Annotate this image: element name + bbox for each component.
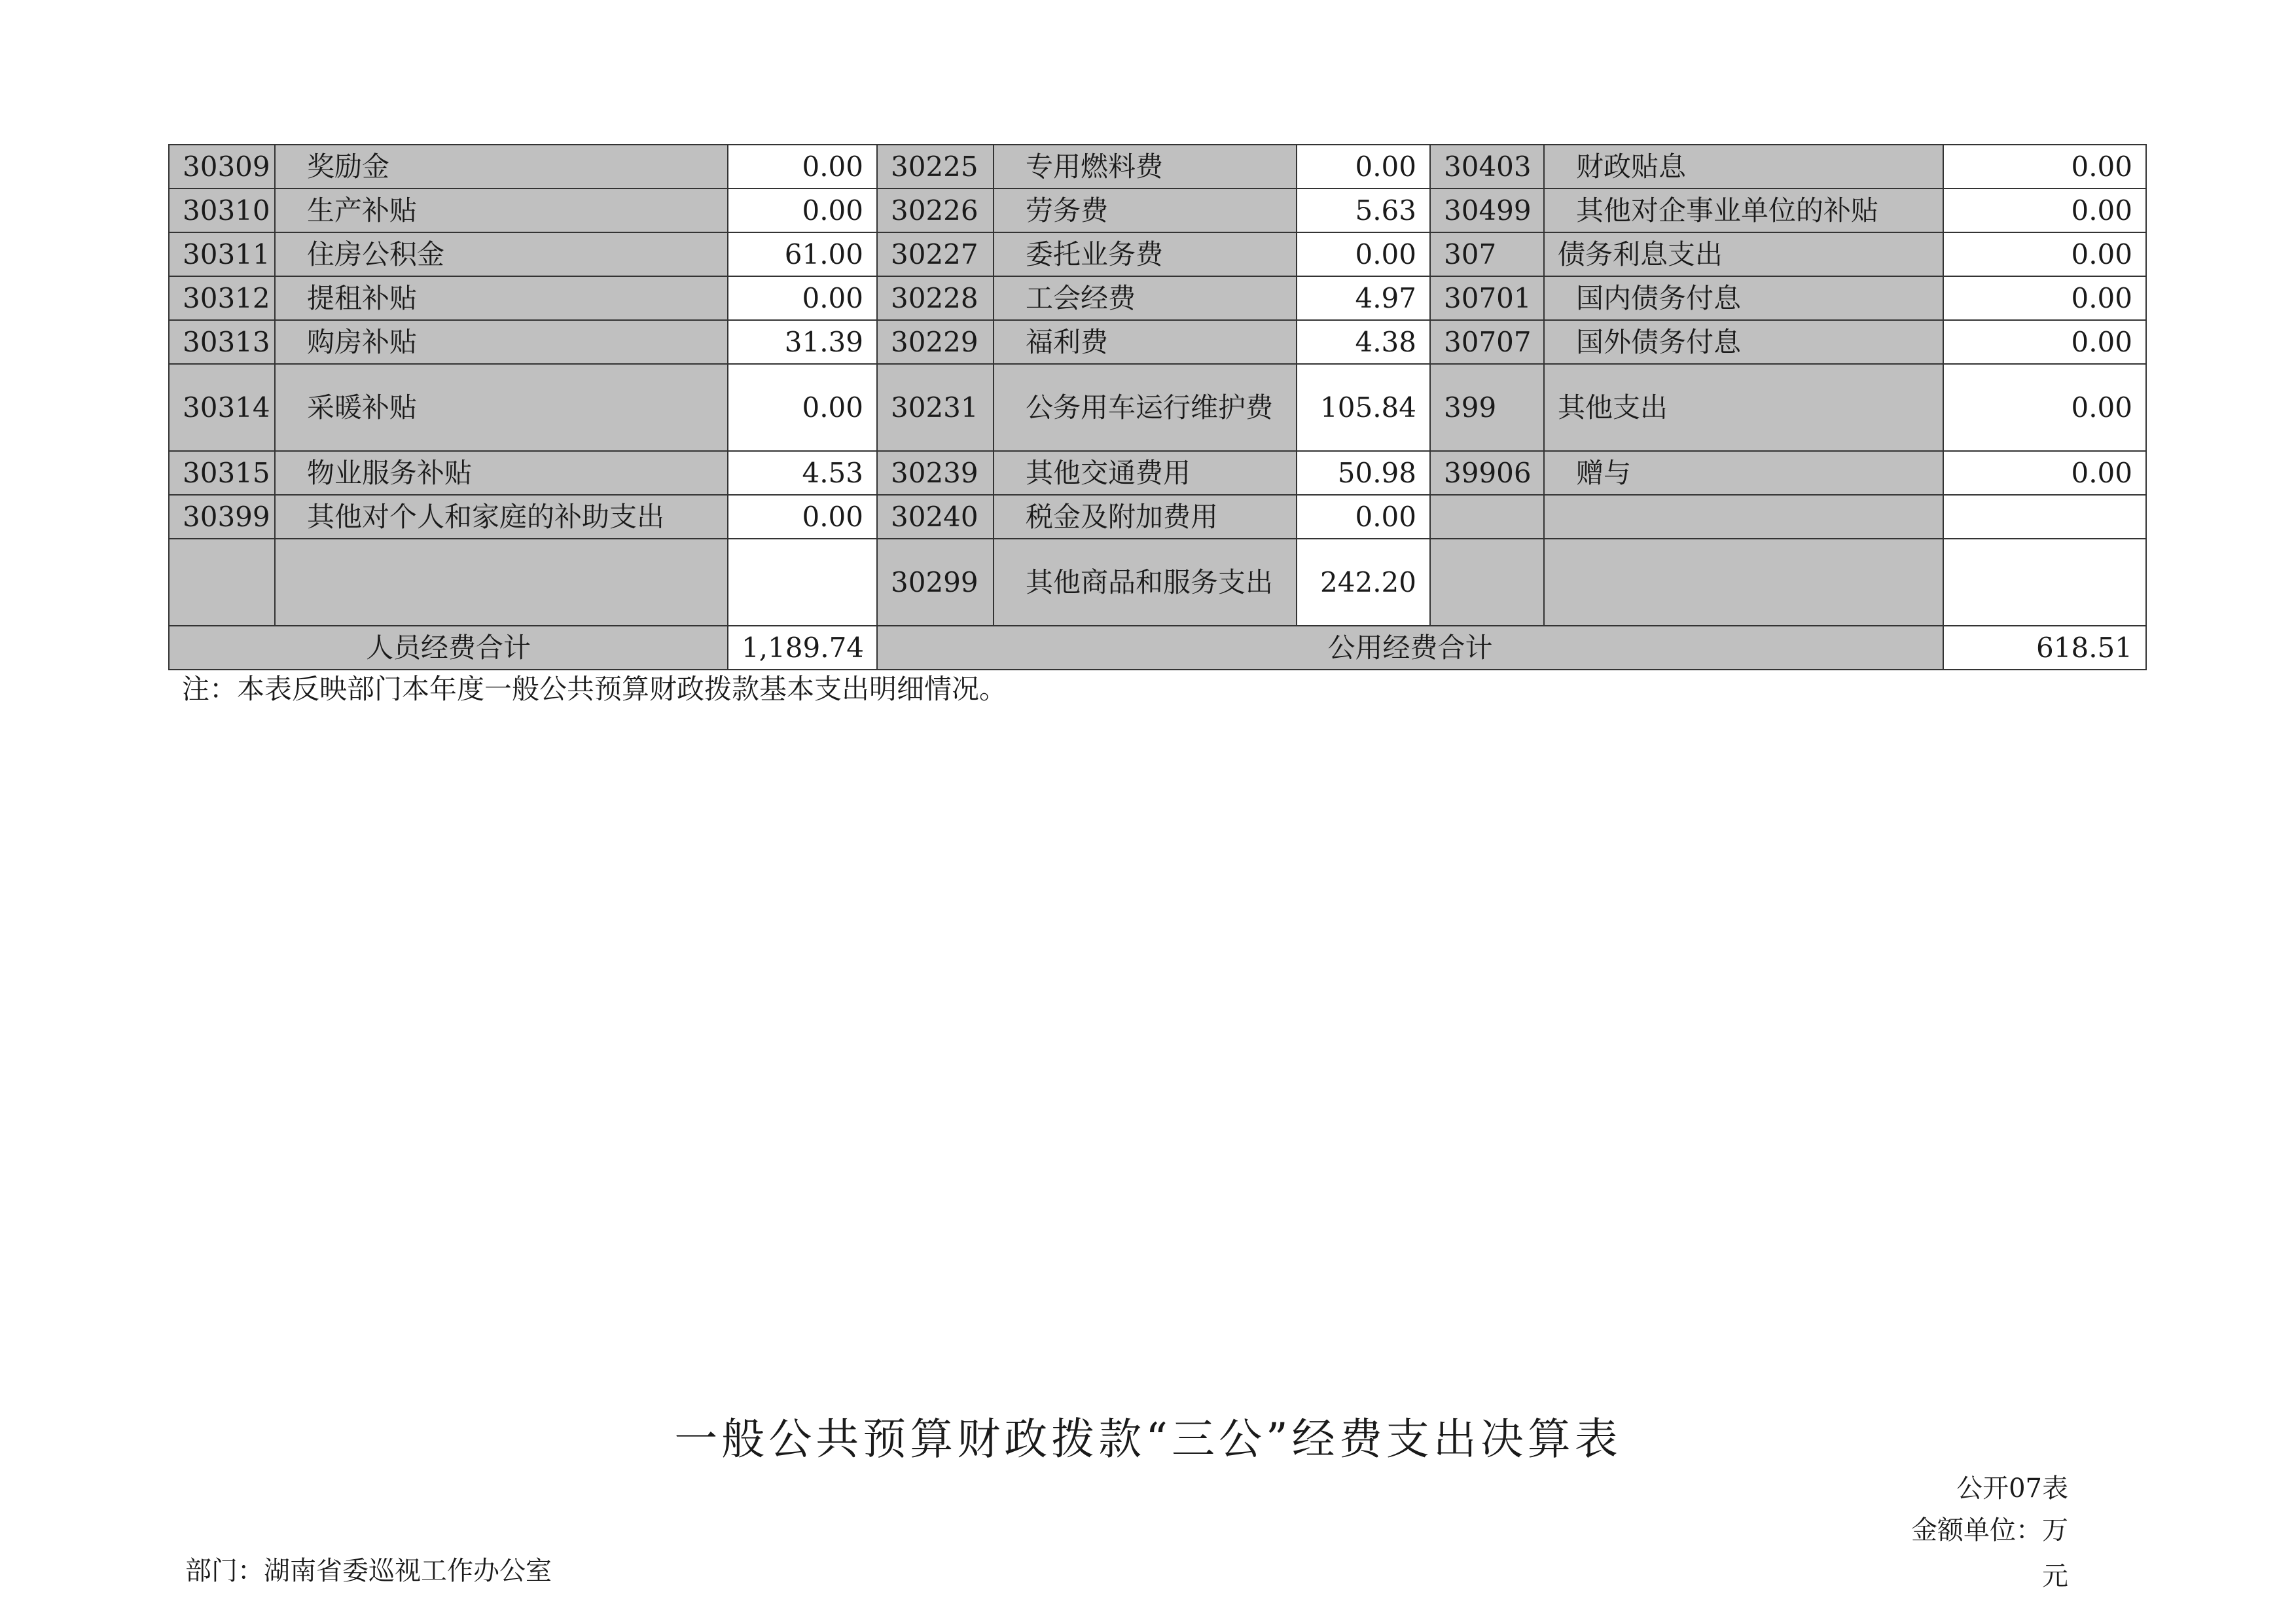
code-cell: 30310: [169, 189, 275, 232]
item-name-cell: 其他支出: [1544, 364, 1943, 451]
amount-cell: 0.00: [728, 364, 877, 451]
item-name-cell: 赠与: [1544, 451, 1943, 495]
code-cell: [1430, 539, 1544, 626]
item-name-cell: 住房公积金: [275, 232, 728, 276]
code-cell: 39906: [1430, 451, 1544, 495]
table-row: [169, 320, 2146, 364]
amount-cell: 61.00: [728, 232, 877, 276]
amount-cell: 0.00: [1943, 320, 2146, 364]
code-cell: 30315: [169, 451, 275, 495]
table-row: [169, 145, 2146, 189]
item-name-cell: 国内债务付息: [1544, 276, 1943, 320]
table-row: [169, 364, 2146, 451]
amount-cell: 0.00: [728, 189, 877, 232]
amount-unit: 金额单位：万元: [1911, 1515, 2068, 1591]
item-name-cell: 采暖补贴: [275, 364, 728, 451]
item-name-cell: 公务用车运行维护费: [994, 364, 1297, 451]
code-cell: 30225: [877, 145, 994, 189]
amount-cell: 0.00: [1943, 232, 2146, 276]
form-number: 公开07表: [1956, 1473, 2068, 1504]
amount-cell: 242.20: [1297, 539, 1430, 626]
amount-cell: 0.00: [1297, 232, 1430, 276]
code-cell: 30707: [1430, 320, 1544, 364]
item-name-cell: 生产补贴: [275, 189, 728, 232]
code-cell: 30313: [169, 320, 275, 364]
item-name-cell: 劳务费: [994, 189, 1297, 232]
personnel-total-value: 1,189.74: [728, 626, 877, 670]
code-cell: 30226: [877, 189, 994, 232]
code-cell: [169, 539, 275, 626]
table-note: 注：本表反映部门本年度一般公共预算财政拨款基本支出明细情况。: [182, 673, 1007, 705]
code-cell: 30701: [1430, 276, 1544, 320]
item-name-cell: 其他交通费用: [994, 451, 1297, 495]
item-name-cell: 专用燃料费: [994, 145, 1297, 189]
code-cell: 30239: [877, 451, 994, 495]
code-cell: 30228: [877, 276, 994, 320]
code-cell: 30240: [877, 495, 994, 539]
amount-cell: 0.00: [1297, 145, 1430, 189]
personnel-total-label: 人员经费合计: [169, 626, 728, 670]
code-cell: [1430, 495, 1544, 539]
amount-cell: 0.00: [1943, 189, 2146, 232]
item-name-cell: 债务利息支出: [1544, 232, 1943, 276]
amount-cell: 0.00: [1943, 364, 2146, 451]
next-table-title: 一般公共预算财政拨款“三公”经费支出决算表: [674, 1414, 1622, 1464]
code-cell: 30314: [169, 364, 275, 451]
code-cell: 30499: [1430, 189, 1544, 232]
code-cell: 30231: [877, 364, 994, 451]
item-name-cell: 提租补贴: [275, 276, 728, 320]
code-cell: 30403: [1430, 145, 1544, 189]
item-name-cell: [1544, 539, 1943, 626]
table-row: [169, 276, 2146, 320]
amount-cell: [1943, 539, 2146, 626]
amount-cell: 0.00: [1943, 276, 2146, 320]
amount-cell: 31.39: [728, 320, 877, 364]
item-name-cell: 购房补贴: [275, 320, 728, 364]
amount-cell: 105.84: [1297, 364, 1430, 451]
amount-cell: 0.00: [1297, 495, 1430, 539]
amount-cell: 4.97: [1297, 276, 1430, 320]
item-name-cell: 财政贴息: [1544, 145, 1943, 189]
department-label: 部门：湖南省委巡视工作办公室: [185, 1556, 552, 1586]
code-cell: 30309: [169, 145, 275, 189]
amount-cell: 4.38: [1297, 320, 1430, 364]
item-name-cell: [275, 539, 728, 626]
amount-cell: [728, 539, 877, 626]
expenditure-detail-table: [168, 144, 2147, 670]
code-cell: 307: [1430, 232, 1544, 276]
table-row: [169, 189, 2146, 232]
code-cell: 30399: [169, 495, 275, 539]
item-name-cell: 委托业务费: [994, 232, 1297, 276]
item-name-cell: 国外债务付息: [1544, 320, 1943, 364]
amount-cell: 0.00: [728, 145, 877, 189]
code-cell: 399: [1430, 364, 1544, 451]
amount-cell: 0.00: [1943, 145, 2146, 189]
table-row: [169, 539, 2146, 626]
item-name-cell: 奖励金: [275, 145, 728, 189]
code-cell: 30312: [169, 276, 275, 320]
code-cell: 30311: [169, 232, 275, 276]
item-name-cell: 其他商品和服务支出: [994, 539, 1297, 626]
amount-cell: 5.63: [1297, 189, 1430, 232]
table-row: [169, 451, 2146, 495]
item-name-cell: 物业服务补贴: [275, 451, 728, 495]
table-row: [169, 495, 2146, 539]
table-row: [169, 232, 2146, 276]
amount-cell: 50.98: [1297, 451, 1430, 495]
code-cell: 30229: [877, 320, 994, 364]
public-total-value: 618.51: [1943, 626, 2146, 670]
totals-row: [169, 626, 2146, 670]
amount-cell: 0.00: [728, 276, 877, 320]
public-total-label: 公用经费合计: [877, 626, 1943, 670]
amount-cell: 0.00: [1943, 451, 2146, 495]
item-name-cell: 其他对个人和家庭的补助支出: [275, 495, 728, 539]
item-name-cell: 工会经费: [994, 276, 1297, 320]
item-name-cell: 福利费: [994, 320, 1297, 364]
code-cell: 30227: [877, 232, 994, 276]
item-name-cell: 税金及附加费用: [994, 495, 1297, 539]
amount-cell: [1943, 495, 2146, 539]
code-cell: 30299: [877, 539, 994, 626]
amount-cell: 0.00: [728, 495, 877, 539]
item-name-cell: 其他对企事业单位的补贴: [1544, 189, 1943, 232]
amount-cell: 4.53: [728, 451, 877, 495]
item-name-cell: [1544, 495, 1943, 539]
